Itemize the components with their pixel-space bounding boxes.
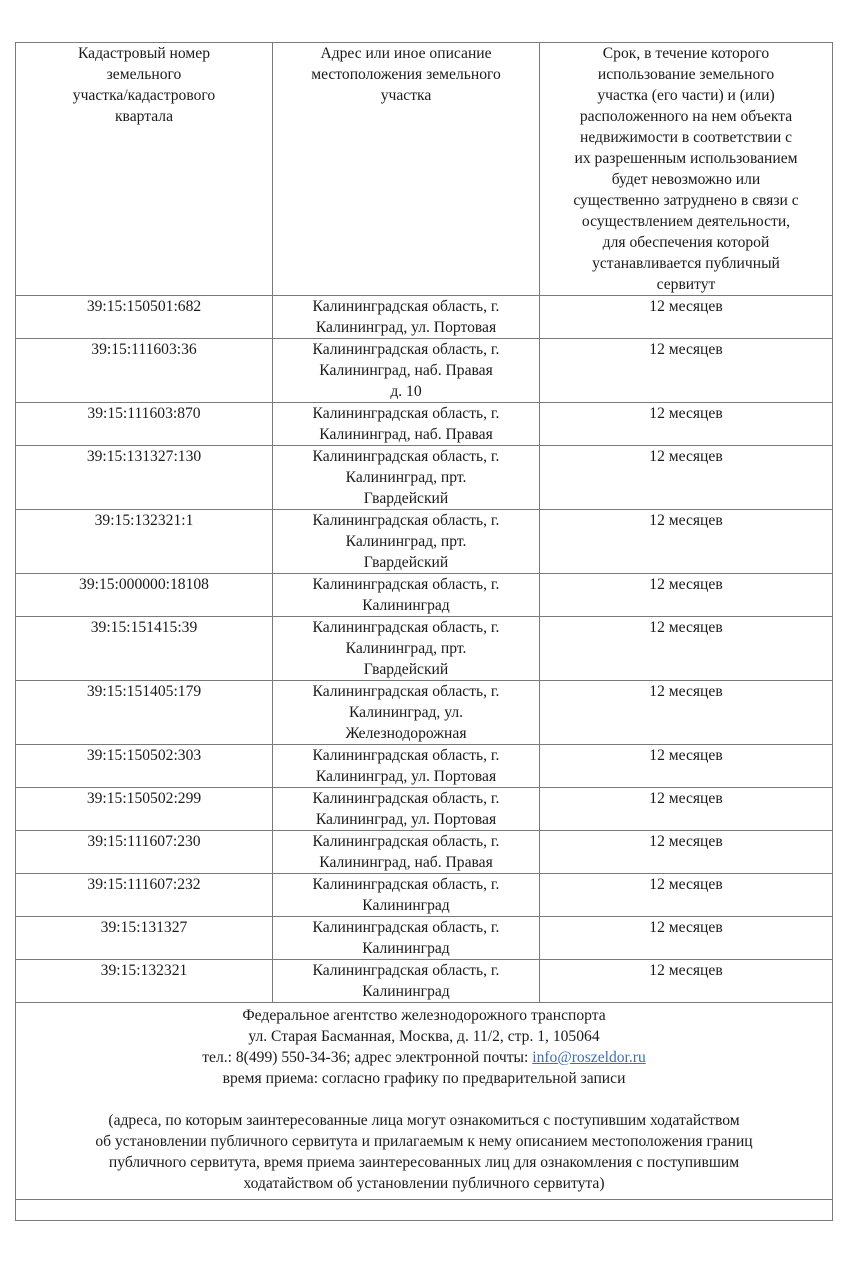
- header-line: участка (его части) и (или): [597, 87, 775, 104]
- address-line: Калининград, наб. Правая: [319, 362, 493, 379]
- cadastral-number: 39:15:131327:130: [16, 446, 273, 510]
- address-line: Калининград, ул. Портовая: [315, 768, 497, 785]
- address-line: Калининградская область, г.: [312, 683, 500, 700]
- address-line: Калининград: [362, 940, 450, 957]
- table-row: [16, 960, 833, 1003]
- term-cell: 12 месяцев: [540, 339, 833, 403]
- address-line: Калининградская область, г.: [312, 747, 500, 764]
- table-row: [16, 296, 833, 339]
- address-line: Калининградская область, г.: [312, 619, 500, 636]
- header-address: [273, 43, 540, 296]
- term-cell: 12 месяцев: [540, 446, 833, 510]
- contact-info-cell: [16, 1003, 833, 1200]
- address-cell: [273, 446, 540, 510]
- address-cell: [273, 745, 540, 788]
- table-row: [16, 745, 833, 788]
- address-line: Калининград, прт.: [345, 533, 467, 550]
- address-line: Гвардейский: [363, 554, 449, 571]
- header-line: участка/кадастрового: [72, 87, 216, 104]
- footnote-line: (адреса, по которым заинтересованные лица могут ознакомиться с поступившим ходатайством: [108, 1112, 740, 1129]
- empty-cell: [16, 1200, 833, 1221]
- header-line: их разрешенным использованием: [574, 150, 798, 167]
- term-cell: 12 месяцев: [540, 788, 833, 831]
- address-line: Железнодорожная: [345, 725, 467, 742]
- term-cell: 12 месяцев: [540, 831, 833, 874]
- cadastral-number: 39:15:111607:230: [16, 831, 273, 874]
- address-line: Гвардейский: [363, 490, 449, 507]
- address-line: Калининградская область, г.: [312, 790, 500, 807]
- header-line: для обеспечения которой: [602, 234, 770, 251]
- address-cell: [273, 617, 540, 681]
- cadastral-number: 39:15:150502:303: [16, 745, 273, 788]
- cadastral-number: 39:15:131327: [16, 917, 273, 960]
- term-cell: 12 месяцев: [540, 745, 833, 788]
- address-cell: [273, 788, 540, 831]
- address-cell: [273, 510, 540, 574]
- cadastral-number: 39:15:132321: [16, 960, 273, 1003]
- table-row: [16, 510, 833, 574]
- header-line: квартала: [114, 108, 173, 125]
- header-cadastral: [16, 43, 273, 296]
- term-cell: 12 месяцев: [540, 874, 833, 917]
- address-line: Калининград: [362, 897, 450, 914]
- header-line: осуществлением деятельности,: [581, 213, 791, 230]
- footer-row: [16, 1003, 833, 1200]
- address-line: Калининградская область, г.: [312, 876, 500, 893]
- header-line: земельного: [106, 66, 182, 83]
- address-cell: [273, 574, 540, 617]
- term-cell: 12 месяцев: [540, 296, 833, 339]
- address-line: Калининградская область, г.: [312, 512, 500, 529]
- table-row: [16, 617, 833, 681]
- address-line: Калининград, ул. Портовая: [315, 319, 497, 336]
- cadastral-number: 39:15:151405:179: [16, 681, 273, 745]
- header-term: [540, 43, 833, 296]
- address-cell: [273, 917, 540, 960]
- spacer: [26, 1089, 822, 1110]
- address-cell: [273, 403, 540, 446]
- agency-address: ул. Старая Басманная, Москва, д. 11/2, стр. 1, 105064: [248, 1028, 600, 1045]
- header-line: Кадастровый номер: [77, 45, 210, 62]
- address-line: Калининградская область, г.: [312, 405, 500, 422]
- header-line: участка: [380, 87, 432, 104]
- agency-name: Федеральное агентство железнодорожного транспорта: [242, 1007, 606, 1024]
- address-line: Калининградская область, г.: [312, 576, 500, 593]
- term-cell: 12 месяцев: [540, 510, 833, 574]
- address-line: Калининградская область, г.: [312, 298, 500, 315]
- cadastral-number: 39:15:132321:1: [16, 510, 273, 574]
- address-line: Калининград: [362, 983, 450, 1000]
- table-row: [16, 874, 833, 917]
- table-row: [16, 446, 833, 510]
- address-line: Калининградская область, г.: [312, 919, 500, 936]
- term-cell: 12 месяцев: [540, 681, 833, 745]
- empty-row: [16, 1200, 833, 1221]
- address-cell: [273, 874, 540, 917]
- header-line: местоположения земельного: [311, 66, 501, 83]
- cadastral-number: 39:15:150501:682: [16, 296, 273, 339]
- header-line: будет невозможно или: [611, 171, 761, 188]
- address-line: Гвардейский: [363, 661, 449, 678]
- term-cell: 12 месяцев: [540, 617, 833, 681]
- address-cell: [273, 681, 540, 745]
- term-cell: 12 месяцев: [540, 403, 833, 446]
- header-line: сервитут: [656, 276, 716, 293]
- header-line: недвижимости в соответствии с: [579, 129, 793, 146]
- cadastral-number: 39:15:111603:870: [16, 403, 273, 446]
- address-line: Калининград, прт.: [345, 640, 467, 657]
- table-header-row: [16, 43, 833, 296]
- address-line: Калининград, ул.: [348, 704, 464, 721]
- address-cell: [273, 339, 540, 403]
- address-line: Калининград, наб. Правая: [319, 854, 493, 871]
- address-line: Калининград, прт.: [345, 469, 467, 486]
- address-cell: [273, 831, 540, 874]
- address-cell: [273, 296, 540, 339]
- agency-contact: [26, 1047, 822, 1068]
- address-line: Калининградская область, г.: [312, 833, 500, 850]
- cadastral-number: 39:15:111607:232: [16, 874, 273, 917]
- header-line: расположенного на нем объекта: [579, 108, 793, 125]
- term-cell: 12 месяцев: [540, 917, 833, 960]
- table-row: [16, 831, 833, 874]
- footnote-line: об установлении публичного сервитута и прилагаемым к нему описанием местоположения границ: [95, 1133, 753, 1150]
- table-row: [16, 403, 833, 446]
- servitude-table: [15, 42, 833, 1221]
- term-cell: 12 месяцев: [540, 574, 833, 617]
- address-line: Калининград, ул. Портовая: [315, 811, 497, 828]
- footnote-line: ходатайством об установлении публичного сервитута): [243, 1175, 605, 1192]
- reception-hours: время приема: согласно графику по предварительной записи: [222, 1070, 626, 1087]
- email-link[interactable]: info@roszeldor.ru: [532, 1049, 646, 1066]
- header-line: устанавливается публичный: [592, 255, 780, 272]
- cadastral-number: 39:15:000000:18108: [16, 574, 273, 617]
- header-line: использование земельного: [597, 66, 775, 83]
- term-cell: 12 месяцев: [540, 960, 833, 1003]
- phone-text: тел.: 8(499) 550-34-36; адрес электронной почты:: [202, 1049, 533, 1066]
- table-row: [16, 681, 833, 745]
- header-line: существенно затруднено в связи с: [573, 192, 799, 209]
- table-row: [16, 788, 833, 831]
- address-line: Калининград, наб. Правая: [319, 426, 493, 443]
- cadastral-number: 39:15:150502:299: [16, 788, 273, 831]
- address-line: Калининградская область, г.: [312, 341, 500, 358]
- address-line: Калининградская область, г.: [312, 448, 500, 465]
- header-line: Срок, в течение которого: [602, 45, 770, 62]
- table-row: [16, 339, 833, 403]
- cadastral-number: 39:15:111603:36: [16, 339, 273, 403]
- address-cell: [273, 960, 540, 1003]
- address-line: д. 10: [390, 383, 422, 400]
- address-line: Калининград: [362, 597, 450, 614]
- table-row: [16, 917, 833, 960]
- header-line: Адрес или иное описание: [320, 45, 492, 62]
- cadastral-number: 39:15:151415:39: [16, 617, 273, 681]
- address-line: Калининградская область, г.: [312, 962, 500, 979]
- table-row: [16, 574, 833, 617]
- footnote-line: публичного сервитута, время приема заинтересованных лиц для ознакомления с поступившим: [108, 1154, 740, 1171]
